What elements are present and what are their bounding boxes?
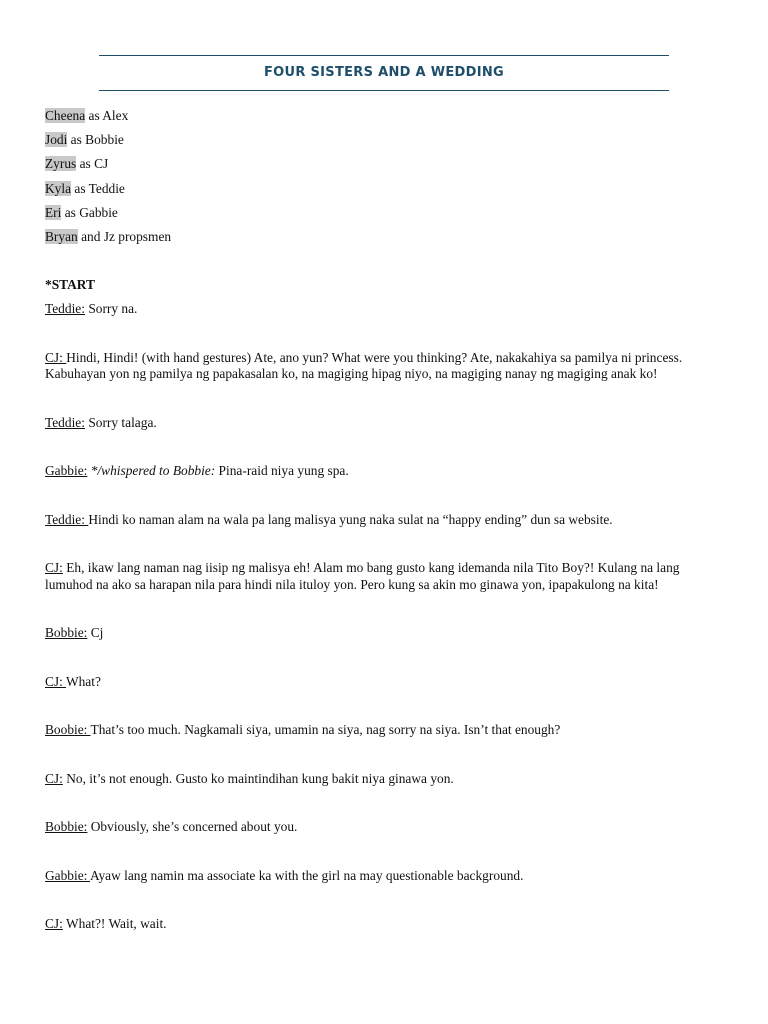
title-block [99,55,669,91]
start-marker: *START [45,277,95,293]
cast-role: and Jz propsmen [77,228,172,244]
cast-role: as Bobbie [67,132,124,148]
script-line [45,350,725,383]
speaker-name: Bobbie: [45,625,88,641]
speaker-name: Bobbie: [45,819,88,835]
dialogue-text: Sorry na. [84,301,138,317]
script-line [45,625,725,642]
dialogue-text: What? [65,673,101,689]
dialogue-text: No, it’s not enough. Gusto ko maintindihan kung bakit niya ginawa yon. [62,770,454,786]
dialogue-text: That’s too much. Nagkamali siya, umamin na siya, nag sorry na siya. Isn’t that enough? [90,722,561,738]
cast-role: as Alex [85,108,129,123]
cast-line [45,205,725,229]
script-line [45,301,725,318]
speaker-name: CJ: [45,673,66,689]
speaker-name: Teddie: [45,511,89,527]
dialogue-text: Ayaw lang namin ma associate ka with the girl na may questionable background. [90,867,524,883]
cast-role: as Gabbie [61,204,118,220]
script-line [45,916,725,933]
script-line [45,674,725,691]
cast-role: as CJ [76,156,109,172]
speaker-name: CJ: [45,916,63,932]
script-line [45,771,725,788]
cast-actor-name: Zyrus [45,156,77,172]
script-line [45,463,725,480]
cast-line [45,156,725,180]
dialogue-text: Cj [87,625,104,641]
script-line [45,819,725,836]
document-body [45,108,725,933]
cast-actor-name: Bryan [45,228,78,244]
speaker-name: Teddie: [45,414,85,430]
speaker-name: CJ: [45,349,67,365]
document-title: FOUR SISTERS AND A WEDDING [263,65,505,80]
stage-direction: */whispered to Bobbie: [87,463,216,479]
cast-actor-name: Eri [45,204,62,220]
script-line [45,722,725,739]
script-line [45,415,725,432]
cast-line [45,181,725,205]
speaker-name: CJ: [45,560,63,576]
dialogue-text: Hindi, Hindi! (with hand gestures) Ate, ano yun? What were you thinking? Ate, nakakahiya sa pamilya ni princess. Kabuhayan yon ng pamilya ng papakasalan ko, na magiging hipag niyo, na magiging nanay ng magiging anak ko! [45,349,683,382]
speaker-name: Gabbie: [45,463,88,479]
dialogue-text: Pina-raid niya yung spa. [215,463,349,479]
speaker-name: Gabbie: [45,867,90,883]
script-line [45,512,725,529]
script-line [45,560,725,593]
cast-line [45,132,725,156]
cast-actor-name: Cheena [45,108,86,123]
script-line [45,868,725,885]
dialogue-text: Sorry talaga. [84,414,157,430]
cast-line [45,229,725,253]
dialogue-text: Hindi ko naman alam na wala pa lang malisya yung naka sulat na “happy ending” dun sa website. [88,511,613,527]
speaker-name: CJ: [45,770,63,786]
speaker-name: Boobie: [45,722,91,738]
dialogue-text: Eh, ikaw lang naman nag iisip ng malisya eh! Alam mo bang gusto kang idemanda nila Tito Boy?! Kulang na lang lumuhod na ako sa harapan nila para hindi nila ituloy yon. Pero kung sa akin mo ginawa yon, ipapakulong na kita! [45,560,680,592]
dialogue-text: What?! Wait, wait. [62,916,167,932]
cast-actor-name: Jodi [45,132,68,148]
cast-line [45,108,725,132]
cast-list [45,108,725,253]
speaker-name: Teddie: [45,301,85,317]
cast-role: as Teddie [71,180,125,196]
dialogue-text: Obviously, she’s concerned about you. [87,819,298,835]
cast-actor-name: Kyla [45,180,72,196]
